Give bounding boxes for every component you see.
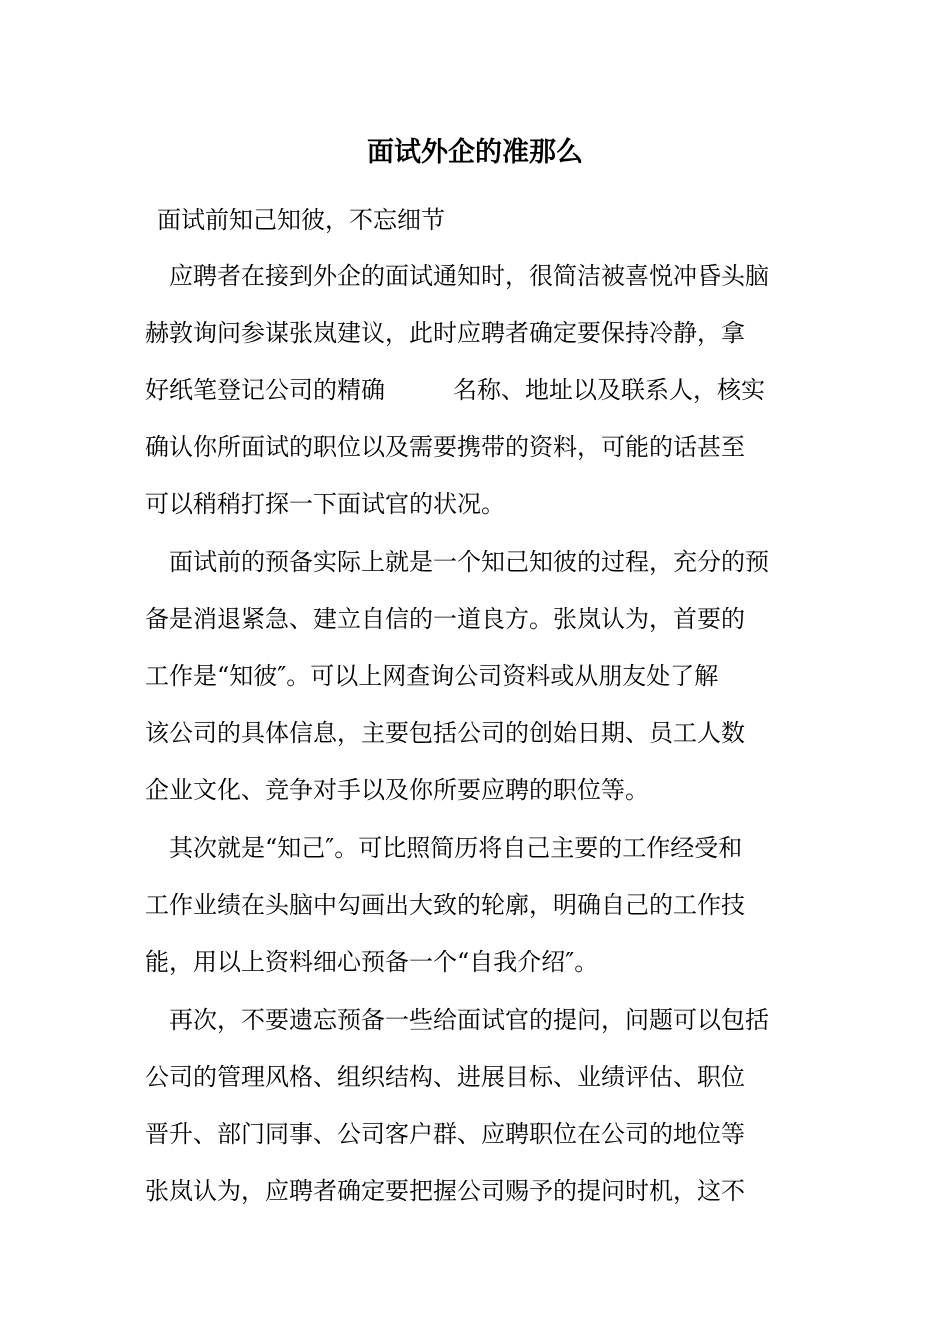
paragraph-1-line-3-part-b: 名称、地址以及联系人，核实 (453, 376, 765, 404)
paragraph-4-line-4: 张岚认为，应聘者确定要把握公司赐予的提问时机，这不 (145, 1177, 745, 1205)
paragraph-3-line-2: 工作业绩在头脑中勾画出大致的轮廓，明确自己的工作技 (145, 891, 745, 919)
paragraph-1-line-3 (145, 370, 825, 410)
paragraph-2-line-4: 该公司的具体信息，主要包括公司的创始日期、员工人数 (145, 719, 745, 747)
paragraph-2-line-2: 备是消退紧急、建立自信的一道良方。张岚认为，首要的 (145, 605, 745, 633)
document-title: 面试外企的准那么 (367, 137, 583, 168)
paragraph-4-line-3: 晋升、部门同事、公司客户群、应聘职位在公司的地位等 (145, 1120, 745, 1148)
paragraph-1-line-4: 确认你所面试的职位以及需要携带的资料，可能的话甚至 (145, 433, 745, 461)
paragraph-1-line-1: 应聘者在接到外企的面试通知时，很简洁被喜悦冲昏头脑 (169, 262, 769, 290)
paragraph-4-line-2: 公司的管理风格、组织结构、进展目标、业绩评估、职位 (145, 1063, 745, 1091)
paragraph-4-line-1: 再次，不要遗忘预备一些给面试官的提问，问题可以包括 (169, 1006, 769, 1034)
paragraph-2-line-1: 面试前的预备实际上就是一个知己知彼的过程，充分的预 (169, 548, 769, 576)
paragraph-1-line-3-part-a: 好纸笔登记公司的精确 (145, 376, 385, 404)
paragraph-3-line-1: 其次就是“知己″。可比照简历将自己主要的工作经受和 (169, 834, 743, 862)
paragraph-2-line-5: 企业文化、竞争对手以及你所要应聘的职位等。 (145, 776, 649, 804)
paragraph-1-line-5: 可以稍稍打探一下面试官的状况。 (145, 490, 505, 518)
paragraph-2-line-3: 工作是“知彼″。可以上网查询公司资料或从朋友处了解 (145, 662, 719, 690)
paragraph-3-line-3: 能，用以上资料细心预备一个“自我介绍″。 (145, 948, 599, 976)
paragraph-1-line-2: 赫敦询问参谋张岚建议，此时应聘者确定要保持冷静，拿 (145, 319, 745, 347)
section-heading: 面试前知己知彼，不忘细节 (157, 206, 445, 234)
